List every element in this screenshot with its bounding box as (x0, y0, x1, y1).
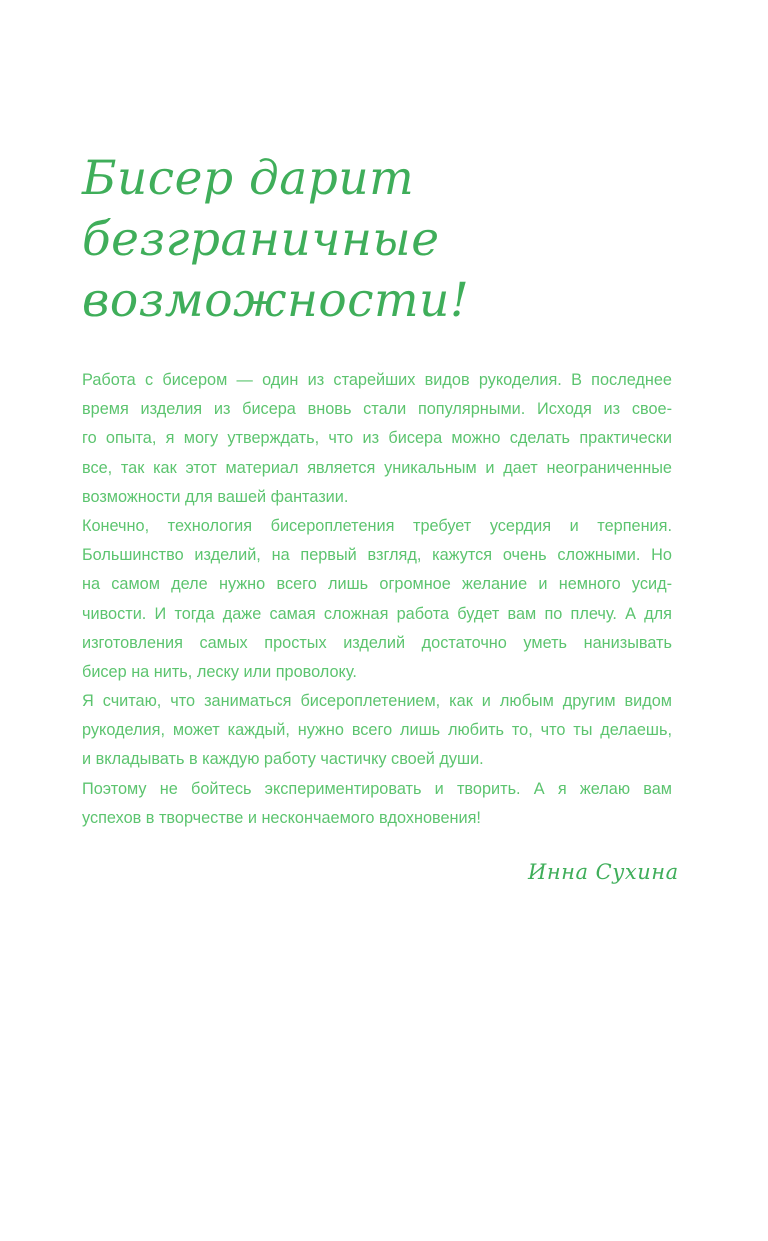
paragraph (82, 775, 672, 833)
text-line: Конечно, технология бисероплетения требует усердия и терпения. (82, 516, 672, 535)
text-line: и вкладывать в каждую работу частичку своей души. (82, 750, 484, 769)
text-line: Работа с бисером — один из старейших видов рукоделия. В последнее (82, 371, 672, 389)
text-line: бисер на нить, леску или проволоку. (82, 662, 357, 681)
paragraph (82, 366, 672, 512)
title-line: безграничные (82, 212, 440, 267)
text-line: на самом деле нужно всего лишь огромное желание и немного усид- (82, 575, 672, 594)
page-title (82, 148, 469, 331)
text-line: Большинство изделий, на первый взгляд, кажутся очень сложными. Но (82, 546, 672, 565)
text-line: Поэтому не бойтесь экспериментировать и творить. А я желаю вам (82, 779, 672, 798)
paragraph (82, 512, 672, 687)
text-line: успехов в творчестве и нескончаемого вдохновения! (82, 808, 481, 827)
text-line: время изделия из бисера вновь стали популярными. Исходя из свое- (82, 400, 672, 419)
text-line: чивости. И тогда даже самая сложная работа будет вам по плечу. А для (82, 604, 672, 623)
text-line: рукоделия, может каждый, нужно всего лишь любить то, что ты делаешь, (82, 721, 672, 740)
title-line: Бисер дарит (82, 151, 415, 206)
paragraph (82, 687, 672, 775)
text-line: Я считаю, что заниматься бисероплетением, как и любым другим видом (82, 692, 672, 711)
title-line: возможности! (82, 273, 470, 328)
body-text (82, 366, 672, 833)
text-line: го опыта, я могу утверждать, что из бисера можно сделать практически (82, 429, 672, 448)
author-signature: Инна Сухина (528, 860, 679, 884)
text-line: возможности для вашей фантазии. (82, 487, 349, 506)
text-line: изготовления самых простых изделий достаточно уметь нанизывать (82, 633, 672, 652)
text-line: все, так как этот материал является уникальным и дает неограниченные (82, 458, 672, 477)
